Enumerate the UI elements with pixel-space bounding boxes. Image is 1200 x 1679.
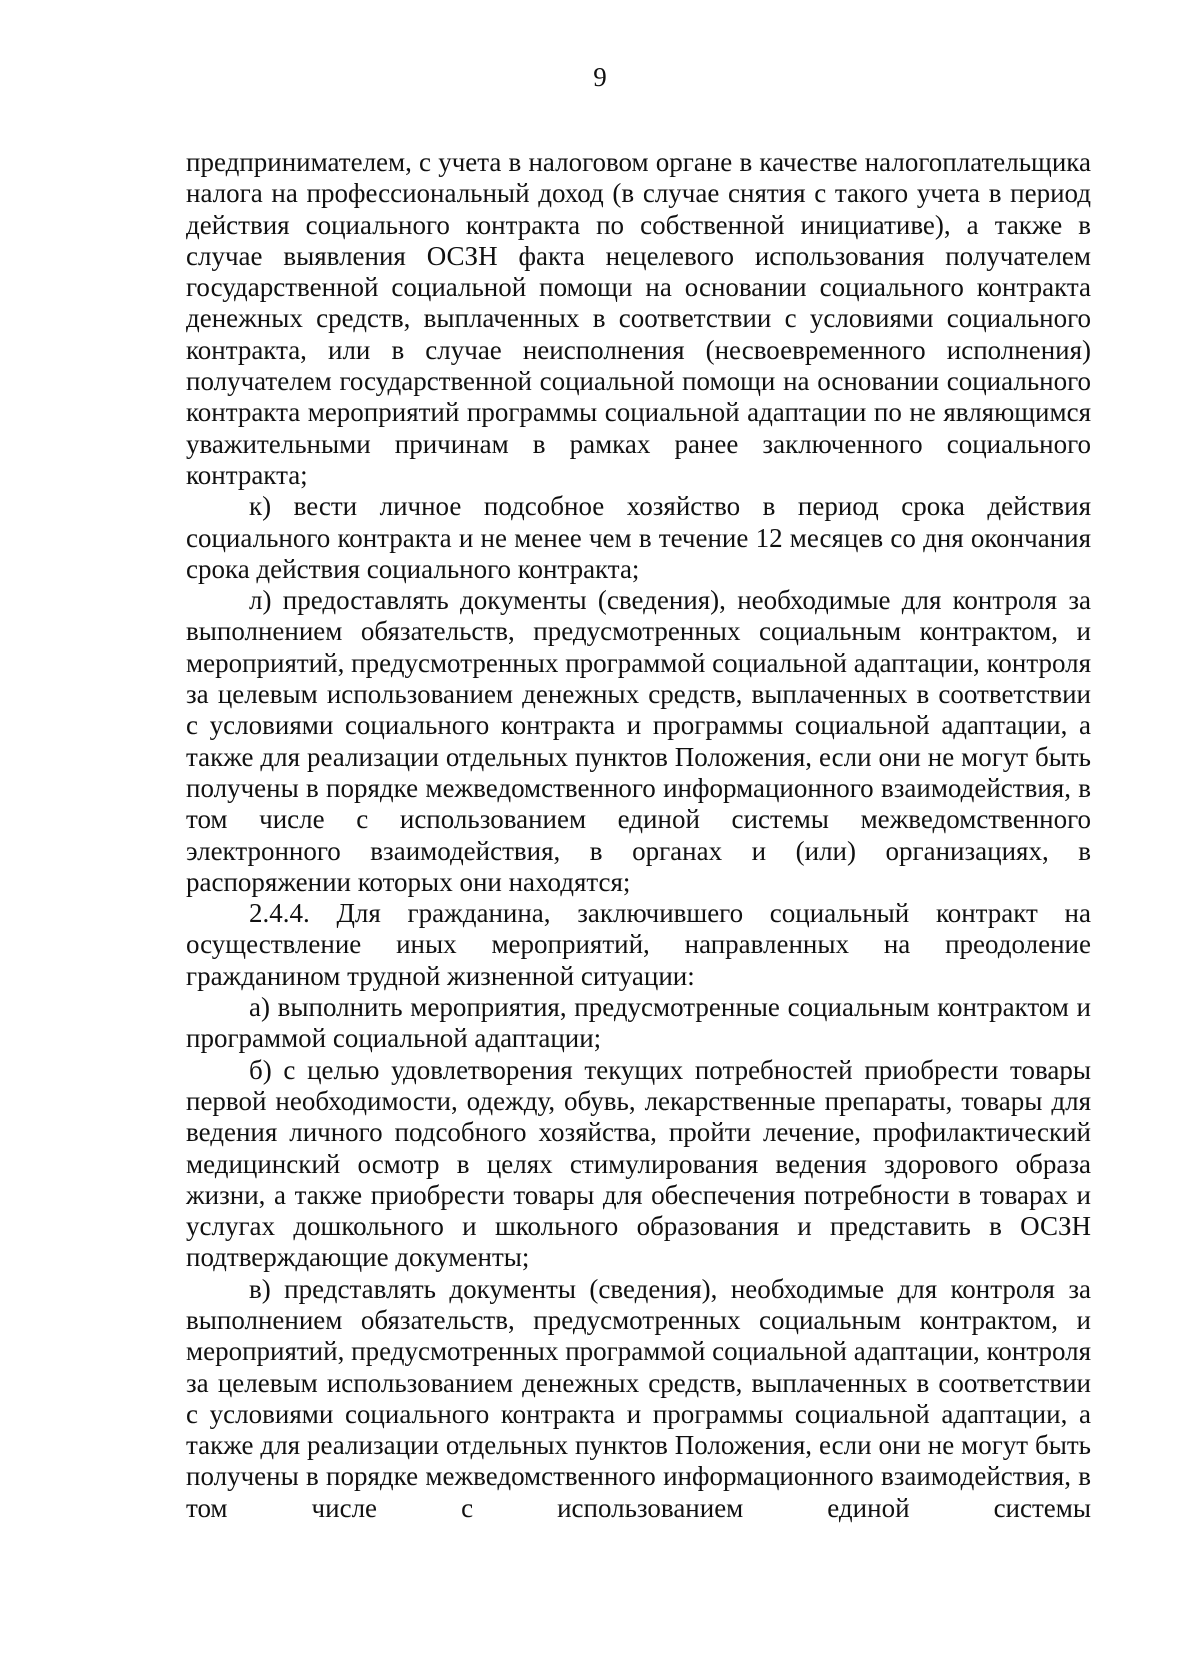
paragraph-section-2-4-4: 2.4.4. Для гражданина, заключившего социальный контракт на осуществление иных мероприятий, направленных на преодоление гражданином трудной жизненной ситуации:	[186, 898, 1091, 991]
page-number: 9	[593, 62, 607, 92]
paragraph-item-b: б) с целью удовлетворения текущих потребностей приобрести товары первой необходимости, одежду, обувь, лекарственные препараты, товары для ведения личного подсобного хозяйства, пройти лечение, профилактический медицинский осмотр в целях стимулирования ведения здорового образа жизни, а также приобрести товары для обеспечения потребности в товарах и услугах дошкольного и школьного образования и представить в ОСЗН подтверждающие документы;	[186, 1054, 1091, 1273]
paragraph-item-k: к) вести личное подсобное хозяйство в период срока действия социального контракта и не менее чем в течение 12 месяцев со дня окончания срока действия социального контракта;	[186, 491, 1091, 584]
paragraph-item-a: а) выполнить мероприятия, предусмотренные социальным контрактом и программой социальной адаптации;	[186, 992, 1091, 1054]
document-body	[186, 147, 1091, 1524]
paragraph-item-v: в) представлять документы (сведения), необходимые для контроля за выполнением обязательств, предусмотренных социальным контрактом, и мероприятий, предусмотренных программой социальной адаптации, контроля за целевым использованием денежных средств, выплаченных в соответствии с условиями социального контракта и программы социальной адаптации, а также для реализации отдельных пунктов Положения, если они не могут быть получены в порядке межведомственного информационного взаимодействия, в том числе с использованием единой системы	[186, 1273, 1091, 1523]
paragraph-continuation: предпринимателем, с учета в налоговом органе в качестве налогоплательщика налога на профессиональный доход (в случае снятия с такого учета в период действия социального контракта по собственной инициативе), а также в случае выявления ОСЗН факта нецелевого использования получателем государственной социальной помощи на основании социального контракта денежных средств, выплаченных в соответствии с условиями социального контракта, или в случае неисполнения (несвоевременного исполнения) получателем государственной социальной помощи на основании социального контракта мероприятий программы социальной адаптации по не являющимся уважительными причинам в рамках ранее заключенного социального контракта;	[186, 147, 1091, 490]
paragraph-item-l: л) предоставлять документы (сведения), необходимые для контроля за выполнением обязательств, предусмотренных социальным контрактом, и мероприятий, предусмотренных программой социальной адаптации, контроля за целевым использованием денежных средств, выплаченных в соответствии с условиями социального контракта и программы социальной адаптации, а также для реализации отдельных пунктов Положения, если они не могут быть получены в порядке межведомственного информационного взаимодействия, в том числе с использованием единой системы межведомственного электронного взаимодействия, в органах и (или) организациях, в распоряжении которых они находятся;	[186, 585, 1091, 897]
